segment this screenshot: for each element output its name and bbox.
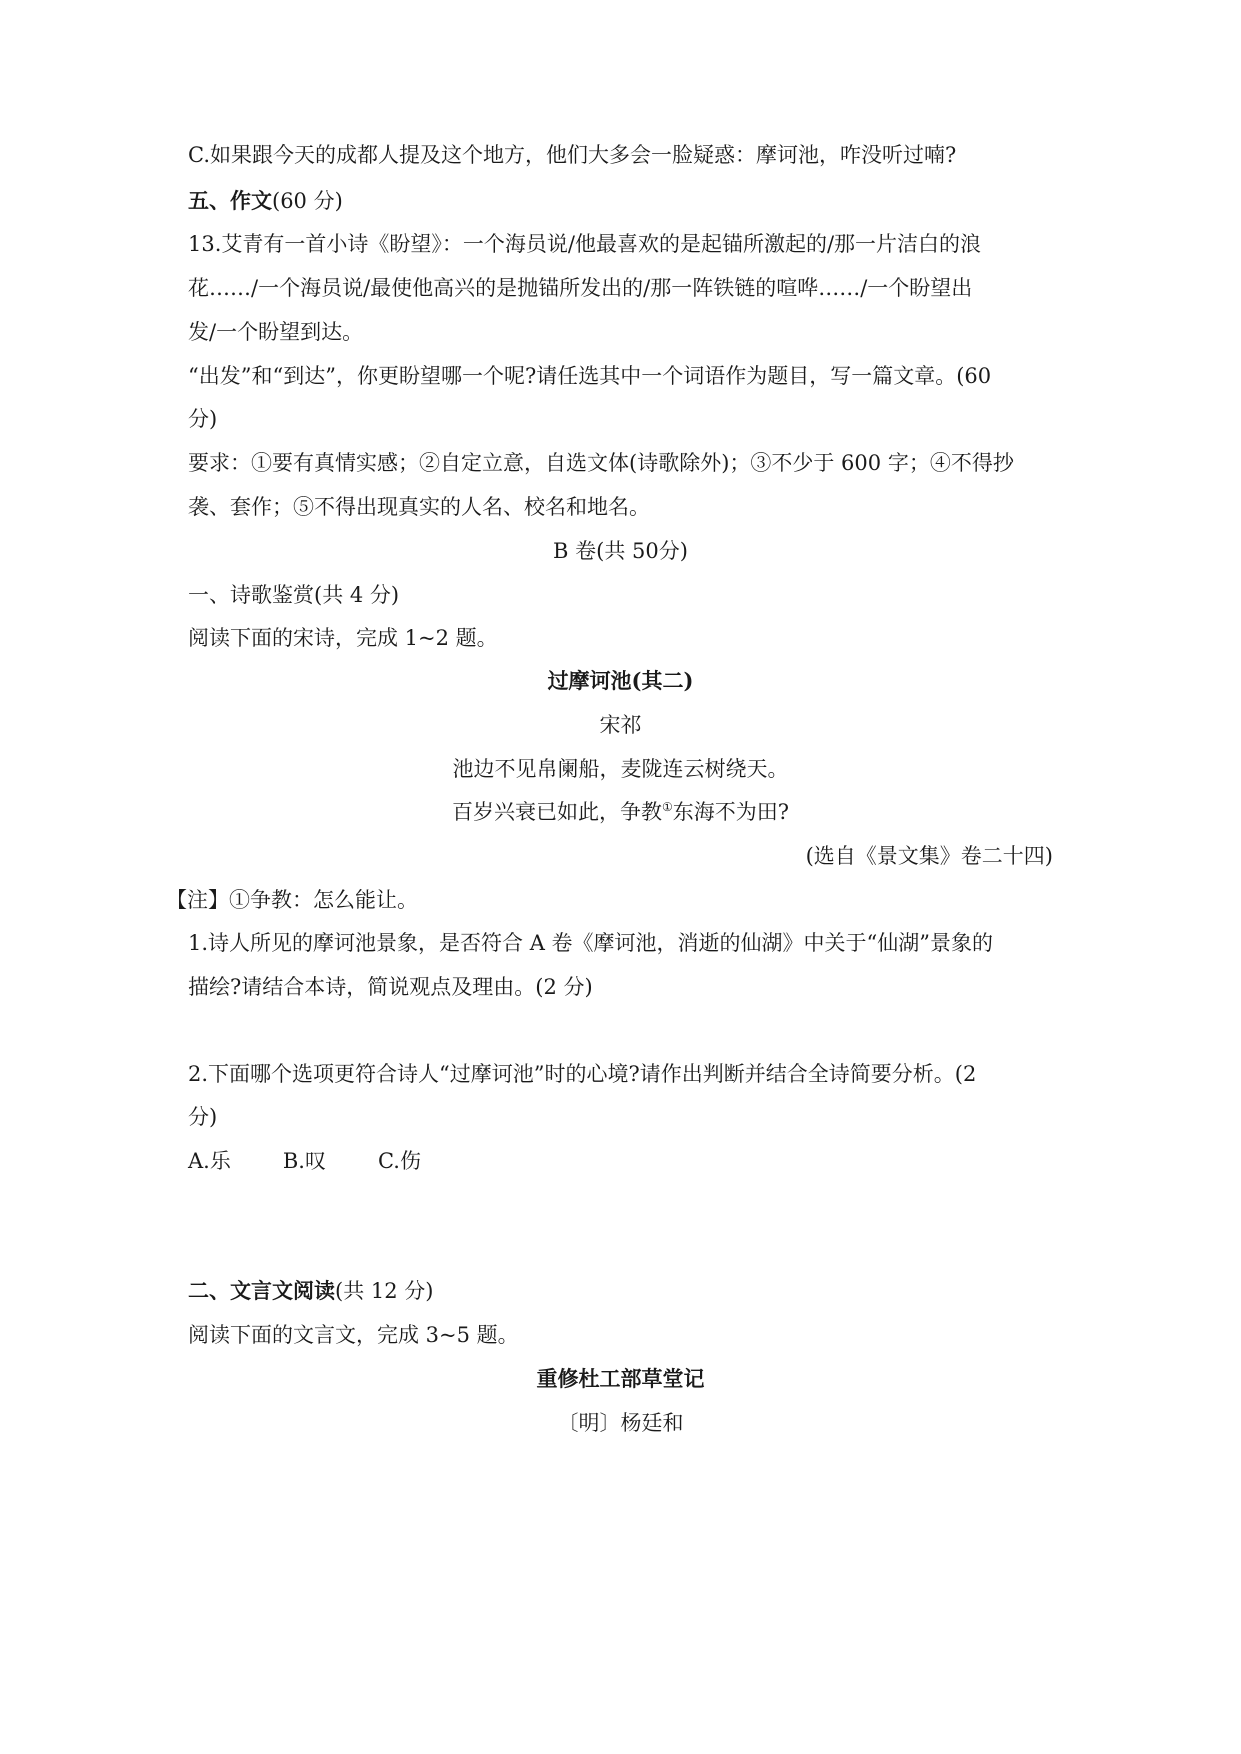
q1-line-1: 1.诗人所见的摩诃池景象，是否符合 A 卷《摩诃池，消逝的仙湖》中关于“仙湖”景象的 — [188, 931, 994, 955]
poem-line-1: 池边不见帛阑船，麦陇连云树绕天。 — [452, 757, 789, 781]
q2-line-2: 分) — [188, 1105, 218, 1129]
q13-line-4: “出发”和“到达”，你更盼望哪一个呢?请任选其中一个词语作为题目，写一篇文章。(60 — [188, 364, 992, 388]
section2-instruction: 阅读下面的文言文，完成 3~5 题。 — [188, 1323, 519, 1347]
requirements-line-2: 袭、套作；⑤不得出现真实的人名、校名和地名。 — [188, 495, 650, 519]
poem-source: (选自《景文集》卷二十四) — [805, 844, 1053, 868]
q2-line-1: 2.下面哪个选项更符合诗人“过摩诃池”时的心境?请作出判断并结合全诗简要分析。(2 — [188, 1062, 977, 1086]
q13-line-3: 发/一个盼望到达。 — [188, 320, 364, 344]
section5-heading — [188, 186, 343, 216]
prev-option-c: C.如果跟今天的成都人提及这个地方，他们大多会一脸疑惑：摩诃池，咋没听过喃? — [188, 143, 957, 167]
poem-note: 【注】①争教：怎么能让。 — [166, 888, 418, 912]
poem-author: 宋祁 — [599, 713, 642, 737]
q1-line-2: 描绘?请结合本诗，简说观点及理由。(2 分) — [188, 975, 593, 999]
poem-line-2 — [0, 797, 1241, 827]
q2-options — [188, 1146, 421, 1176]
q13-line-2: 花……/一个海员说/最使他高兴的是抛锚所发出的/那一阵铁链的喧哗……/一个盼望出 — [188, 276, 973, 300]
q2-option-a: A.乐 — [188, 1149, 231, 1173]
section1-instruction: 阅读下面的宋诗，完成 1~2 题。 — [188, 626, 498, 650]
section2-score: (共 12 分) — [335, 1279, 434, 1303]
section5-title: 五、作文 — [188, 188, 272, 213]
section2-title: 二、文言文阅读 — [188, 1278, 335, 1303]
q13-line-5: 分) — [188, 407, 218, 431]
q13-line-1: 13.艾青有一首小诗《盼望》：一个海员说/他最喜欢的是起锚所激起的/那一片洁白的浪 — [188, 232, 982, 256]
q2-option-b: B.叹 — [282, 1149, 326, 1173]
essay-title: 重修杜工部草堂记 — [536, 1366, 705, 1391]
poem-title: 过摩诃池(其二) — [547, 668, 694, 693]
requirements-line-1: 要求：①要有真情实感；②自定立意，自选文体(诗歌除外)；③不少于 600 字；④不得抄 — [188, 451, 1014, 475]
section5-score: (60 分) — [272, 189, 343, 213]
poem-line-2-part-b: 东海不为田? — [672, 800, 790, 824]
part-b-title: B 卷(共 50分) — [553, 539, 688, 563]
essay-author: 〔明〕杨廷和 — [557, 1411, 684, 1435]
q2-option-c: C.伤 — [377, 1149, 421, 1173]
section2-heading — [188, 1276, 433, 1306]
poem-line-2-part-a: 百岁兴衰已如此，争教 — [451, 800, 662, 824]
section1-title: 一、诗歌鉴赏(共 4 分) — [188, 583, 400, 607]
poem-note-marker: ① — [661, 800, 673, 814]
